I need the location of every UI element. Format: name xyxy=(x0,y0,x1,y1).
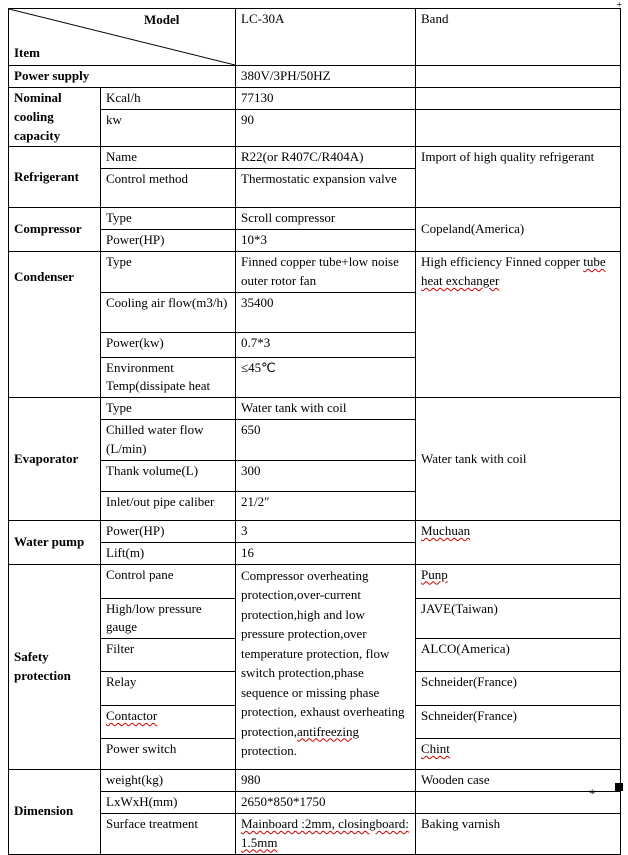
condenser-band-text-misspelled: tube heat exchanger xyxy=(421,253,606,288)
safety-band-chint: Chint xyxy=(416,739,621,770)
condenser-band xyxy=(416,251,621,397)
dimension-weight-band: Wooden case xyxy=(416,770,621,792)
dimension-weight-value: 980 xyxy=(236,770,416,792)
dimension-label: Dimension xyxy=(9,770,101,854)
header-model-value: LC-30A xyxy=(236,9,416,66)
safety-sub-relay: Relay xyxy=(101,672,236,706)
water-pump-lift-value: 16 xyxy=(236,542,416,564)
header-model-item-cell xyxy=(9,9,236,66)
nominal-kcal-label: Kcal/h xyxy=(101,87,236,109)
water-pump-label: Water pump xyxy=(9,520,101,564)
evaporator-flow-label: Chilled water flow (L/min) xyxy=(101,420,236,461)
compressor-type-value: Scroll compressor xyxy=(236,208,416,230)
evaporator-flow-value: 650 xyxy=(236,420,416,461)
dimension-weight-label: weight(kg) xyxy=(101,770,236,792)
diagonal-divider-line xyxy=(9,9,235,65)
header-item-label: Item xyxy=(14,45,40,61)
water-pump-power-label: Power(HP) xyxy=(101,520,236,542)
nominal-kcal-band-empty xyxy=(416,87,621,109)
compressor-power-value: 10*3 xyxy=(236,230,416,252)
spec-table xyxy=(8,8,621,855)
condenser-type-label: Type xyxy=(101,251,236,292)
nominal-kcal-value: 77130 xyxy=(236,87,416,109)
safety-label: Safety protection xyxy=(9,564,101,770)
evaporator-caliber-value: 21/2″ xyxy=(236,491,416,520)
nominal-kw-value: 90 xyxy=(236,110,416,147)
refrigerant-label: Refrigerant xyxy=(9,147,101,208)
header-band-label: Band xyxy=(416,9,621,66)
evaporator-type-label: Type xyxy=(101,398,236,420)
compressor-label: Compressor xyxy=(9,208,101,252)
condenser-airflow-value: 35400 xyxy=(236,292,416,332)
power-supply-label: Power supply xyxy=(9,66,236,88)
compressor-power-label: Power(HP) xyxy=(101,230,236,252)
evaporator-volume-value: 300 xyxy=(236,460,416,491)
table-resize-handle xyxy=(615,783,623,791)
power-supply-value: 380V/3PH/50HZ xyxy=(236,66,416,88)
refrigerant-control-label: Control method xyxy=(101,169,236,208)
dimension-surface-label: Surface treatment xyxy=(101,813,236,854)
condenser-env-label: Environment Temp(dissipate heat xyxy=(101,357,236,398)
refrigerant-name-label: Name xyxy=(101,147,236,169)
condenser-airflow-label: Cooling air flow(m3/h) xyxy=(101,292,236,332)
safety-sub-control-pane: Control pane xyxy=(101,564,236,598)
safety-band-schneider-1: Schneider(France) xyxy=(416,672,621,706)
condenser-power-value: 0.7*3 xyxy=(236,332,416,357)
condenser-env-value: ≤45℃ xyxy=(236,357,416,398)
nominal-capacity-label: Nominal cooling capacity xyxy=(9,87,101,147)
condenser-label: Condenser xyxy=(9,251,101,397)
safety-description-tail: protection. xyxy=(241,743,297,758)
evaporator-band: Water tank with coil xyxy=(416,398,621,521)
refrigerant-name-value: R22(or R407C/R404A) xyxy=(236,147,416,169)
power-supply-band-empty xyxy=(416,66,621,88)
safety-band-alco: ALCO(America) xyxy=(416,639,621,672)
water-pump-band: Muchuan xyxy=(416,520,621,564)
dimension-surface-band: Baking varnish xyxy=(416,813,621,854)
safety-band-jave: JAVE(Taiwan) xyxy=(416,598,621,639)
dimension-size-label: LxWxH(mm) xyxy=(101,792,236,814)
nominal-kw-label: kw xyxy=(101,110,236,147)
table-anchor-mark: + xyxy=(616,0,622,11)
refrigerant-control-value: Thermostatic expansion valve xyxy=(236,169,416,208)
safety-protection-description xyxy=(236,564,416,770)
dimension-surface-value: Mainboard :2mm, closingboard: 1.5mm xyxy=(236,813,416,854)
asterisk-mark: * xyxy=(589,786,596,801)
evaporator-type-value: Water tank with coil xyxy=(236,398,416,420)
dimension-size-value: 2650*850*1750 xyxy=(236,792,416,814)
safety-band-pump: Punp xyxy=(416,564,621,598)
safety-description-misspelled: antifreezing xyxy=(296,723,360,739)
evaporator-volume-label: Thank volume(L) xyxy=(101,460,236,491)
safety-sub-power-switch: Power switch xyxy=(101,739,236,770)
safety-sub-pressure-gauge: High/low pressure gauge xyxy=(101,598,236,639)
evaporator-label: Evaporator xyxy=(9,398,101,521)
safety-band-schneider-2: Schneider(France) xyxy=(416,706,621,739)
safety-sub-contactor: Contactor xyxy=(101,706,236,739)
condenser-band-text: High efficiency Finned copper xyxy=(421,253,584,269)
evaporator-caliber-label: Inlet/out pipe caliber xyxy=(101,491,236,520)
refrigerant-band: Import of high quality refrigerant xyxy=(416,147,621,208)
compressor-band: Copeland(America) xyxy=(416,208,621,252)
water-pump-lift-label: Lift(m) xyxy=(101,542,236,564)
condenser-power-label: Power(kw) xyxy=(101,332,236,357)
water-pump-power-value: 3 xyxy=(236,520,416,542)
safety-description-text: Compressor overheating protection,over-current protection,high and low pressure protection,over temperature protection, flow switch protection,phase sequence or missing phase protection, exhaust overheating protection, xyxy=(241,567,405,739)
compressor-type-label: Type xyxy=(101,208,236,230)
header-model-label: Model xyxy=(144,12,180,27)
nominal-kw-band-empty xyxy=(416,110,621,147)
safety-sub-filter: Filter xyxy=(101,639,236,672)
condenser-type-value: Finned copper tube+low noise outer rotor fan xyxy=(236,251,416,292)
